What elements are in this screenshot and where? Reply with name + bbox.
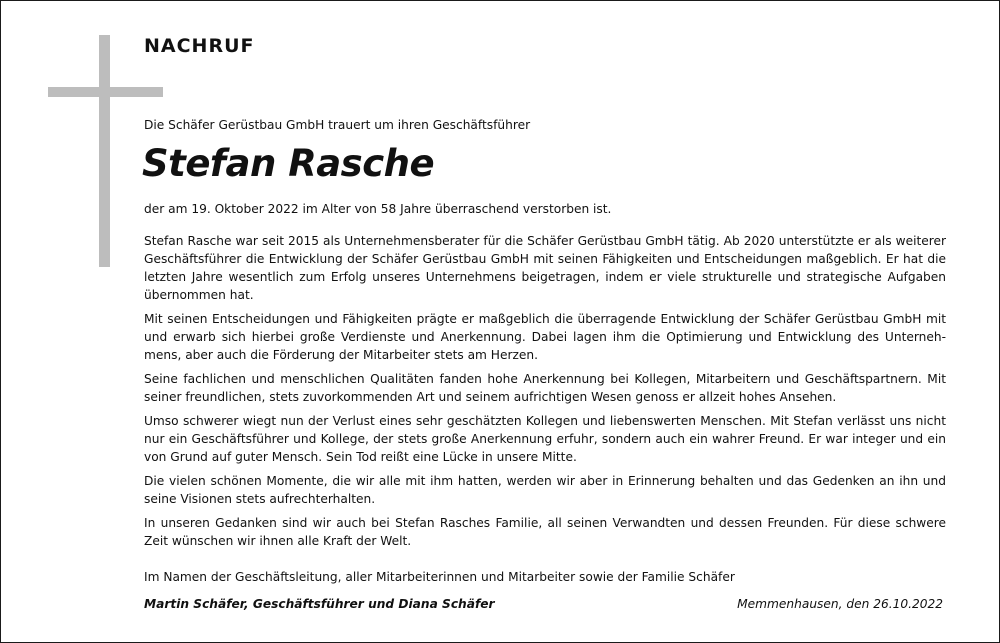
paragraph: Stefan Rasche war seit 2015 als Unternehmensberater für die Schäfer Gerüstbau GmbH tätig. Ab 2020 unterstützte er als weiterer Geschäftsführer die Entwicklung der Schäfer Gerüstbau GmbH mit seinen Fähigkeiten und Entscheidungen maßgeblich. Er hat die letzten Jahre wesentlich zum Erfolg unseres Unternehmens beigetragen, indem er viele strukturelle und strategische Aufgaben übernommen hat.: [144, 234, 946, 302]
death-notice: der am 19. Oktober 2022 im Alter von 58 Jahre überraschend verstorben ist.: [144, 202, 612, 216]
intro-text: Die Schäfer Gerüstbau GmbH trauert um ihren Geschäftsführer: [144, 118, 531, 132]
deceased-name: Stefan Rasche: [142, 142, 435, 185]
obituary-body: [144, 232, 946, 556]
paragraph: Mit seinen Entscheidungen und Fähigkeiten prägte er maßgeblich die überragende Entwicklung der Schäfer Gerüstbau GmbH mit und erwarb sich hierbei große Verdienste und Anerkennung. Dabei lagen ihm die Optimierung und Entwicklung des Unternehmens, aber auch die Förderung der Mitarbeiter stets am Herzen.: [144, 312, 946, 362]
paragraph: Seine fachlichen und menschlichen Qualitäten fanden hohe Anerkennung bei Kollegen, Mitarbeitern und Geschäftspartnern. Mit seiner freundlichen, stets zuvorkommenden Art und seinem aufrichtigen Wesen genoss er allzeit hohes Ansehen.: [144, 372, 946, 404]
signers: Martin Schäfer, Geschäftsführer und Diana Schäfer: [144, 597, 495, 611]
heading: NACHRUF: [144, 35, 255, 57]
paragraph: Die vielen schönen Momente, die wir alle mit ihm hatten, werden wir aber in Erinnerung behalten und das Gedenken an ihn und seine Visionen stets aufrechterhalten.: [144, 474, 946, 506]
cross-icon-horizontal: [48, 87, 163, 97]
paragraph: Umso schwerer wiegt nun der Verlust eines sehr geschätzten Kollegen und liebenswerten Menschen. Mit Stefan verlässt uns nicht nur ein Geschäftsführer und Kollege, der stets große Anerkennung erfuhr, sondern auch ein wahrer Freund. Er war integer und ein von Grund auf guter Mensch. Sein Tod reißt eine Lücke in unsere Mitte.: [144, 414, 946, 464]
closing-line: Im Namen der Geschäftsleitung, aller Mitarbeiterinnen und Mitarbeiter sowie der Familie Schäfer: [144, 570, 735, 584]
paragraph: In unseren Gedanken sind wir auch bei Stefan Rasches Familie, all seinen Verwandten und dessen Freunden. Für diese schwere Zeit wünschen wir ihnen alle Kraft der Welt.: [144, 516, 946, 548]
cross-icon-vertical: [99, 35, 110, 267]
place-date: Memmenhausen, den 26.10.2022: [737, 597, 943, 611]
